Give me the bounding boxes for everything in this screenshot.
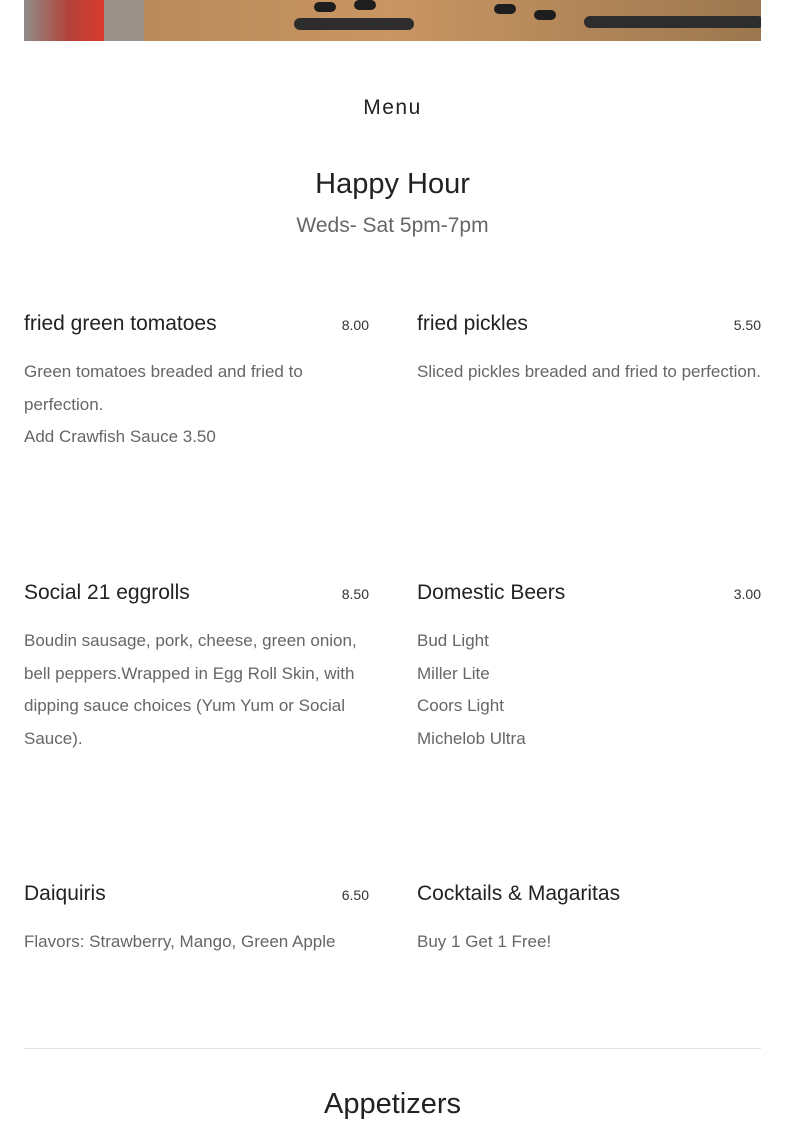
menu-item-name: Cocktails & Magaritas: [417, 882, 621, 905]
description-line: Buy 1 Get 1 Free!: [417, 932, 552, 951]
menu-item-price: 6.50: [341, 887, 369, 903]
description-line: Sliced pickles breaded and fried to perfection.: [417, 362, 761, 381]
section-divider: [24, 1048, 761, 1049]
photo-stool: [354, 0, 376, 10]
menu-item-name: Domestic Beers: [417, 581, 566, 604]
menu-item-price: 8.50: [341, 586, 369, 602]
menu-item-name: Daiquiris: [24, 882, 106, 905]
menu-item-description: [24, 926, 369, 959]
menu-item-description: [24, 625, 369, 755]
description-line: Coors Light: [417, 696, 504, 715]
menu-item-price: 5.50: [733, 317, 761, 333]
photo-stool: [314, 2, 336, 12]
description-line: Miller Lite: [417, 663, 490, 683]
photo-stool: [534, 10, 556, 20]
description-line: Green tomatoes breaded and fried to perfection.: [24, 362, 303, 414]
photo-stool: [494, 4, 516, 14]
description-line: Bud Light: [417, 631, 489, 650]
description-line: Michelob Ultra: [417, 728, 526, 748]
menu-item-description: [417, 356, 761, 389]
menu-item: [24, 882, 369, 959]
menu-item-name: fried green tomatoes: [24, 312, 217, 335]
menu-item-price: 3.00: [733, 586, 761, 602]
menu-item-name: fried pickles: [417, 312, 528, 335]
menu-item-price: 8.00: [341, 317, 369, 333]
photo-wall: [24, 0, 104, 41]
description-line: Boudin sausage, pork, cheese, green onion, bell peppers.Wrapped in Egg Roll Skin, with dipping sauce choices (Yum Yum or Social Sauce).: [24, 631, 357, 748]
menu-item: [24, 581, 369, 755]
restaurant-photo: [24, 0, 761, 41]
menu-item: [417, 882, 761, 959]
photo-table: [584, 16, 761, 28]
appetizers-title: Appetizers: [323, 1088, 461, 1120]
description-line: Add Crawfish Sauce 3.50: [24, 427, 216, 446]
menu-item-description: [417, 625, 761, 755]
menu-item-name: Social 21 eggrolls: [24, 581, 190, 604]
photo-pillar: [104, 0, 144, 41]
photo-table: [294, 18, 414, 30]
happy-hour-title: Happy Hour: [315, 168, 470, 200]
menu-item-description: [24, 356, 369, 454]
menu-item-description: [417, 926, 761, 959]
menu-heading: Menu: [363, 96, 422, 119]
description-line: Flavors: Strawberry, Mango, Green Apple: [24, 932, 336, 951]
menu-item: [24, 312, 369, 454]
menu-item: [417, 312, 761, 389]
happy-hour-hours: Weds- Sat 5pm-7pm: [296, 214, 489, 237]
menu-item: [417, 581, 761, 755]
